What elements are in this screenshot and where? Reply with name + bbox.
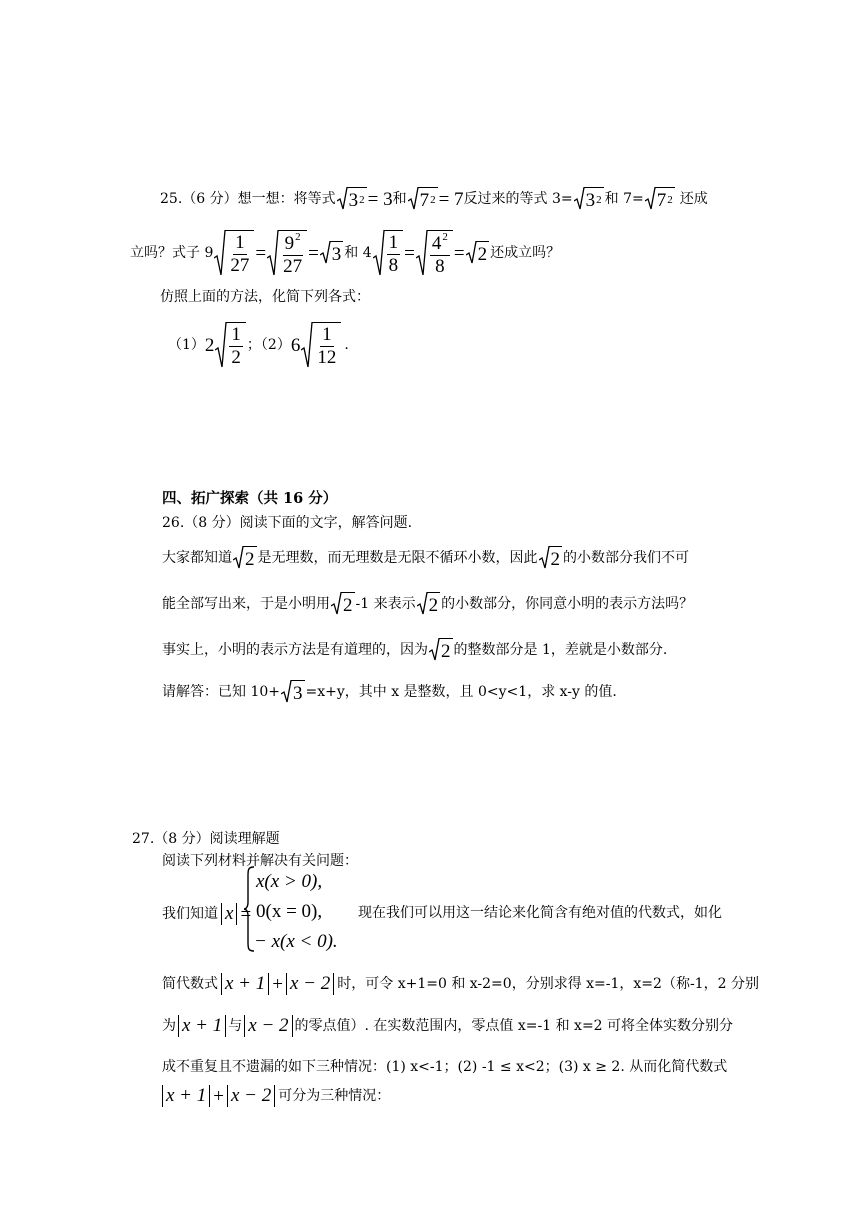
sqrt-frac-1-2: $\frac{1}{2}$ [215, 322, 246, 368]
sqrt-3-squared-b: 3 2 [574, 187, 604, 211]
sqrt-frac-1-12: $\frac{1}{12}$ [301, 322, 341, 368]
q26-p2: 能全部写出来，于是小明用 2 -1 来表示 2 的小数部分，你同意小明的表示方法吗？ [162, 592, 693, 616]
q27-def: 我们知道 x = [162, 903, 252, 925]
sqrt-2: 2 [466, 241, 490, 265]
sqrt-7-squared: 7 2 [408, 187, 438, 211]
case-negative: − x(x < 0). [254, 931, 338, 952]
sqrt-3-squared: 3 2 [337, 187, 367, 211]
sqrt-2: 2 [331, 592, 355, 616]
sqrt-frac-9sq-27: $\frac{9^2}{27}$ [267, 230, 307, 277]
case-zero: 0(x = 0), [256, 901, 323, 922]
sqrt-2: 2 [233, 546, 257, 570]
q25-line2: 立吗？式子 9 $\frac{1}{27}$ = $\frac{9^2}{27}$ = 3 和 4 $\frac{1}{8}$ = $\frac{4^2}{8}$ = 2 还成立吗？ [130, 230, 561, 277]
sqrt-frac-4sq-8: $\frac{4^2}{8}$ [416, 230, 453, 277]
q26-head: 26.（8 分）阅读下面的文字，解答问题. [162, 515, 413, 531]
q25-head: 25.（6 分）想一想：将等式 [160, 191, 336, 207]
eq-3: = 3 [367, 188, 393, 210]
sqrt-frac-1-27: $\frac{1}{27}$ [214, 230, 254, 276]
q25-instruction: 仿照上面的方法，化简下列各式： [160, 289, 370, 305]
sqrt-2: 2 [417, 592, 441, 616]
abs-x: x [221, 903, 237, 925]
q26-p3: 事实上，小明的表示方法是有道理的，因为 2 的整数部分是 1，差就是小数部分. [162, 638, 667, 662]
eq-7: = 7 [438, 188, 464, 210]
q27-l2: 简代数式 x + 1 + x − 2 时，可令 x+1=0 和 x-2=0，分别求得 x=-1，x=2（称-1，2 分别 [162, 973, 759, 995]
abs-x-minus-2: x − 2 [286, 973, 334, 995]
q25-items: （1） 2 $\frac{1}{2}$ ；（2） 6 $\frac{1}{12}$ . [168, 323, 349, 368]
case-positive: x(x > 0), [256, 871, 323, 892]
abs-x-plus-1: x + 1 [162, 1085, 210, 1107]
q26-p4: 请解答：已知 10+ 3 =x+y，其中 x 是整数，且 0<y<1，求 x-y 的值. [162, 680, 617, 704]
sqrt-3: 3 [320, 241, 344, 265]
q27-after: 现在我们可以用这一结论来化简含有绝对值的代数式，如化 [358, 905, 722, 921]
abs-x-minus-2: x − 2 [244, 1015, 292, 1037]
q27-l3: 为 x + 1 与 x − 2 的零点值）. 在实数范围内，零点值 x=-1 和 x=2 可将全体实数分别分 [162, 1015, 734, 1037]
q25-line1: 25.（6 分）想一想：将等式 3 2 = 3 和 7 2 = 7 反过来的等式 3= 3 2 和 7= 7 2 还成 [160, 188, 708, 211]
q27-head: 27.（8 分）阅读理解题 [132, 831, 280, 847]
sqrt-3: 3 [281, 680, 305, 704]
abs-x-plus-1: x + 1 [178, 1015, 226, 1037]
sqrt-frac-1-8: $\frac{1}{8}$ [373, 230, 404, 276]
q27-intro: 阅读下列材料并解决有关问题： [162, 853, 358, 869]
sqrt-7-squared-b: 7 2 [645, 187, 675, 211]
abs-x-plus-1: x + 1 [221, 973, 269, 995]
sqrt-2: 2 [429, 638, 453, 662]
q27-l4: 成不重复且不遗漏的如下三种情况：(1) x<-1；(2) -1 ≤ x<2；(3) x ≥ 2. 从而化简代数式 [162, 1059, 728, 1075]
abs-x-minus-2: x − 2 [227, 1085, 275, 1107]
section-title: 四、拓广探索（共 16 分） [162, 490, 338, 507]
q27-l5: x + 1 + x − 2 可分为三种情况： [162, 1084, 390, 1108]
sqrt-2: 2 [539, 546, 563, 570]
q26-p1: 大家都知道 2 是无理数，而无理数是无限不循环小数，因此 2 的小数部分我们不可 [162, 546, 689, 570]
